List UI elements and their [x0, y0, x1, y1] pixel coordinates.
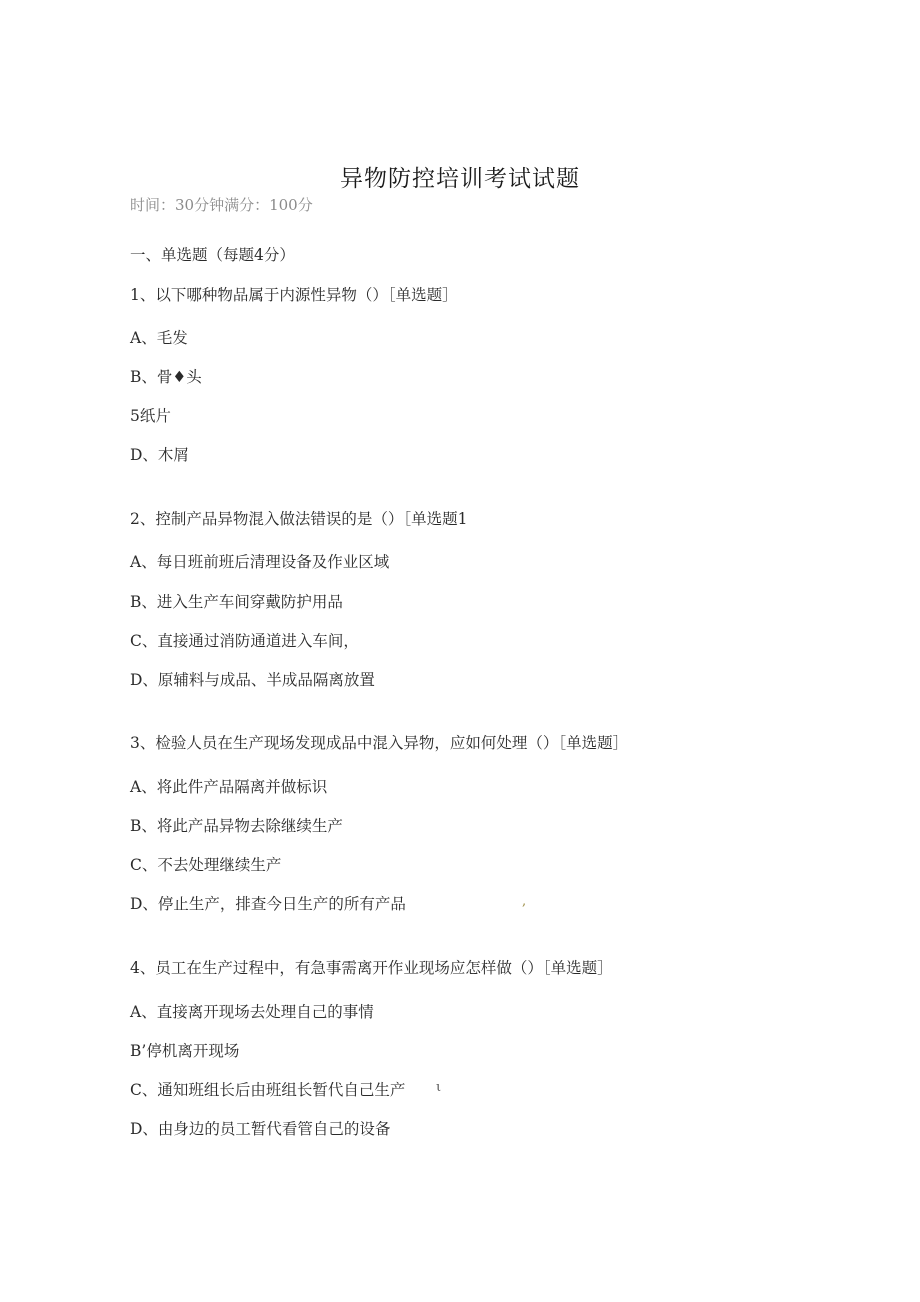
question-3-option-a: A、将此件产品隔离并做标识	[130, 778, 328, 796]
question-4-option-a: A、直接离开现场去处理自己的事情	[130, 1003, 374, 1021]
question-2-option-b: B、进入生产车间穿戴防护用品	[130, 593, 343, 611]
question-3-stem: 3、检验人员在生产现场发现成品中混入异物，应如何处理（）［单选题］	[130, 734, 629, 752]
question-4-option-d: D、由身边的员工暂代看管自己的设备	[130, 1120, 391, 1138]
question-2-stem: 2、控制产品异物混入做法错误的是（）［单选题1	[130, 510, 468, 528]
question-2-option-c: C、直接通过消防通道进入车间，	[130, 632, 359, 650]
page-title: 异物防控培训考试试题	[340, 166, 580, 192]
question-3-option-c: C、不去处理继续生产	[130, 856, 282, 874]
question-1-option-c: 5纸片	[130, 407, 171, 425]
question-3-option-d: D、停止生产，排查今日生产的所有产品	[130, 895, 406, 913]
stray-comma-mark: ,	[522, 894, 527, 909]
question-3-option-b: B、将此产品异物去除继续生产	[130, 817, 343, 835]
stray-tick-mark: ι	[436, 1080, 442, 1095]
question-4-option-c: C、通知班组长后由班组长暂代自己生产	[130, 1081, 406, 1099]
section-heading: 一、单选题（每题4分）	[130, 246, 295, 264]
question-1-option-a: A、毛发	[130, 329, 188, 347]
question-4-stem: 4、员工在生产过程中，有急事需离开作业现场应怎样做（）［单选题］	[130, 959, 613, 977]
question-2-option-a: A、每日班前班后清理设备及作业区域	[130, 553, 390, 571]
question-2-option-d: D、原辅料与成品、半成品隔离放置	[130, 671, 375, 689]
question-1-option-b: B、骨♦头	[130, 368, 202, 386]
exam-info: 时间：30分钟满分：100分	[130, 196, 313, 214]
question-1-stem: 1、以下哪种物品属于内源性异物（）［单选题］	[130, 286, 458, 304]
question-1-option-d: D、木屑	[130, 446, 189, 464]
question-4-option-b: B’停机离开现场	[130, 1042, 240, 1060]
